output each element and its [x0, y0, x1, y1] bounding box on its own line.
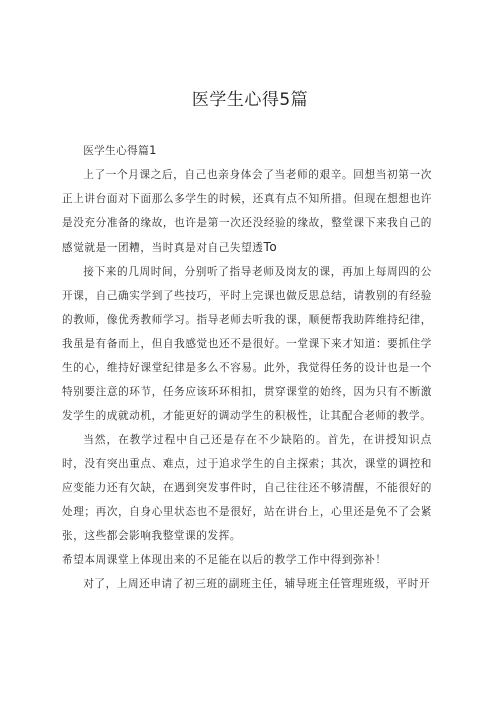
paragraph-4: 希望本周课堂上体现出来的不足能在以后的教学工作中得到弥补！ — [62, 554, 387, 566]
paragraph-2: 接下来的几周时间，分别听了指导老师及岗友的课，再加上每周四的公开课，自己确实学到了些技巧，平时上完课也做反思总结，请教别的有经验的教师，像优秀教师学习。指导老师去听我的课，顺便帮我助阵维持纪律，我虽是有备而上，但自我感觉也还不是很好。一堂课下来才知道：要抓住学生的心，维持好课堂纪律是多么不容易。此外，我觉得任务的设计也是一个特别要注意的环节，任务应该环环相扣，贯穿课堂的始终，因为只有不断激发学生的成就动机，才能更好的调动学生的积极性，让其配合老师的教学。 — [62, 266, 432, 422]
paragraph-3: 当然，在教学过程中自己还是存在不少缺陷的。首先，在讲授知识点时，没有突出重点、难点，过于追求学生的自主探索；其次，课堂的调控和应变能力还有欠缺，在遇到突发事件时，自己往往还不够清醒，不能很好的处理；再次，自身心里状态也不是很好，站在讲台上，心里还是免不了会紧张，这些都会影响我整堂课的发挥。 — [62, 434, 432, 542]
section-heading-number: 1 — [149, 143, 157, 157]
document-body — [62, 138, 432, 596]
section-heading-label: 医学生心得篇 — [83, 145, 150, 157]
section-heading — [62, 138, 432, 163]
document-title: 医学生心得5篇 — [191, 90, 309, 110]
paragraph-1-tail: To — [263, 240, 278, 254]
paragraph-5: 对了，上周还申请了初三班的副班主任，辅导班主任管理班级，平时开 — [83, 578, 431, 590]
paragraph-1 — [62, 163, 432, 260]
paragraph-1-text: 上了一个月课之后，自己也亲身体会了当老师的艰辛。回想当初第一次正上讲台面对下面那么多学生的时候，还真有点不知所措。但现在想想也许是没充分准备的缘故，也许是第一次还没经验的缘故，整堂课下来我自己的感觉就是一团糟，当时真是对自己失望透 — [62, 169, 432, 254]
